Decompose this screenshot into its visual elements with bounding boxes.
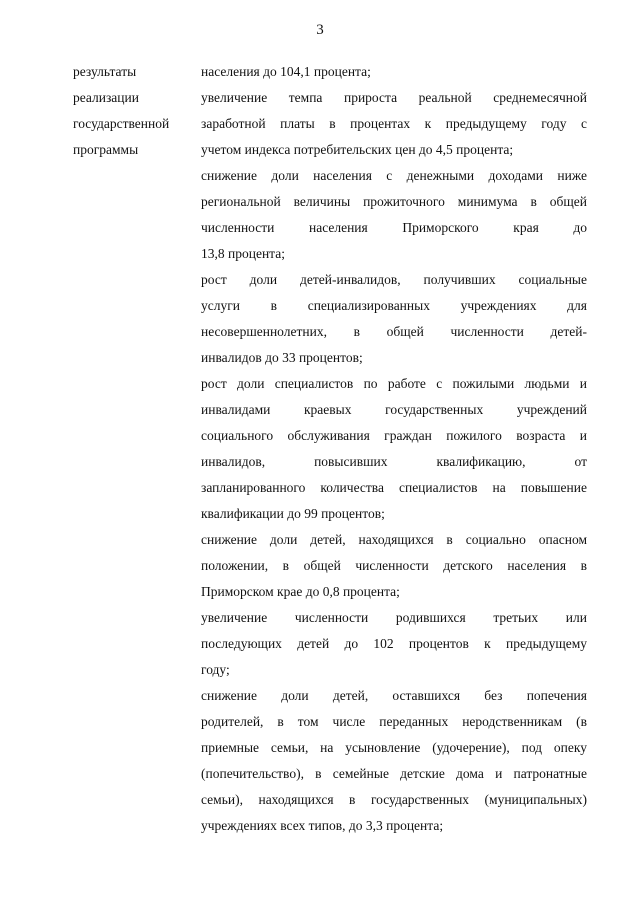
text-line: инвалидами краевых государственных учреждений bbox=[201, 402, 587, 417]
text-line: заработной платы в процентах к предыдущему году с bbox=[201, 116, 587, 131]
text-line: снижение доли детей, оставшихся без попечения bbox=[201, 688, 587, 703]
text-line: запланированного количества специалистов на повышение bbox=[201, 480, 587, 495]
text-line: 13,8 процента; bbox=[201, 246, 285, 261]
text-line: увеличение численности родившихся третьих или bbox=[201, 610, 587, 625]
text-line: (попечительство), в семейные детские дома и патронатные bbox=[201, 766, 587, 781]
text-line: численности населения Приморского края до bbox=[201, 220, 587, 235]
left-heading-line: реализации bbox=[73, 90, 139, 105]
text-line: семьи), находящихся в государственных (муниципальных) bbox=[201, 792, 587, 807]
text-line: рост доли детей-инвалидов, получивших социальные bbox=[201, 272, 587, 287]
text-line: инвалидов до 33 процентов; bbox=[201, 350, 363, 365]
text-line: несовершеннолетних, в общей численности детей- bbox=[201, 324, 587, 339]
results-text-column bbox=[201, 59, 587, 839]
text-line: учреждениях всех типов, до 3,3 процента; bbox=[201, 818, 444, 833]
left-heading-line: программы bbox=[73, 142, 139, 157]
left-heading-line: результаты bbox=[73, 64, 137, 79]
text-line: последующих детей до 102 процентов к предыдущему bbox=[201, 636, 587, 651]
text-line: услуги в специализированных учреждениях для bbox=[201, 298, 587, 313]
text-line: инвалидов, повысивших квалификацию, от bbox=[201, 454, 587, 469]
text-line: приемные семьи, на усыновление (удочерение), под опеку bbox=[201, 740, 587, 755]
text-line: региональной величины прожиточного минимума в общей bbox=[201, 194, 587, 209]
text-line: квалификации до 99 процентов; bbox=[201, 506, 385, 521]
text-line: году; bbox=[201, 662, 230, 677]
text-line: снижение доли населения с денежными доходами ниже bbox=[201, 168, 587, 183]
text-line: увеличение темпа прироста реальной среднемесячной bbox=[201, 90, 587, 105]
left-heading-column bbox=[73, 59, 193, 163]
text-line: снижение доли детей, находящихся в социально опасном bbox=[201, 532, 587, 547]
page-number: 3 bbox=[316, 22, 324, 38]
text-line: учетом индекса потребительских цен до 4,5 процента; bbox=[201, 142, 514, 157]
text-line: положении, в общей численности детского населения в bbox=[201, 558, 587, 573]
text-line: населения до 104,1 процента; bbox=[201, 64, 371, 79]
text-line: социального обслуживания граждан пожилого возраста и bbox=[201, 428, 587, 443]
text-line: родителей, в том числе переданных неродственникам (в bbox=[201, 714, 587, 729]
left-heading-line: государственной bbox=[73, 116, 170, 131]
text-line: рост доли специалистов по работе с пожилыми людьми и bbox=[201, 376, 587, 391]
text-line: Приморском крае до 0,8 процента; bbox=[201, 584, 400, 599]
